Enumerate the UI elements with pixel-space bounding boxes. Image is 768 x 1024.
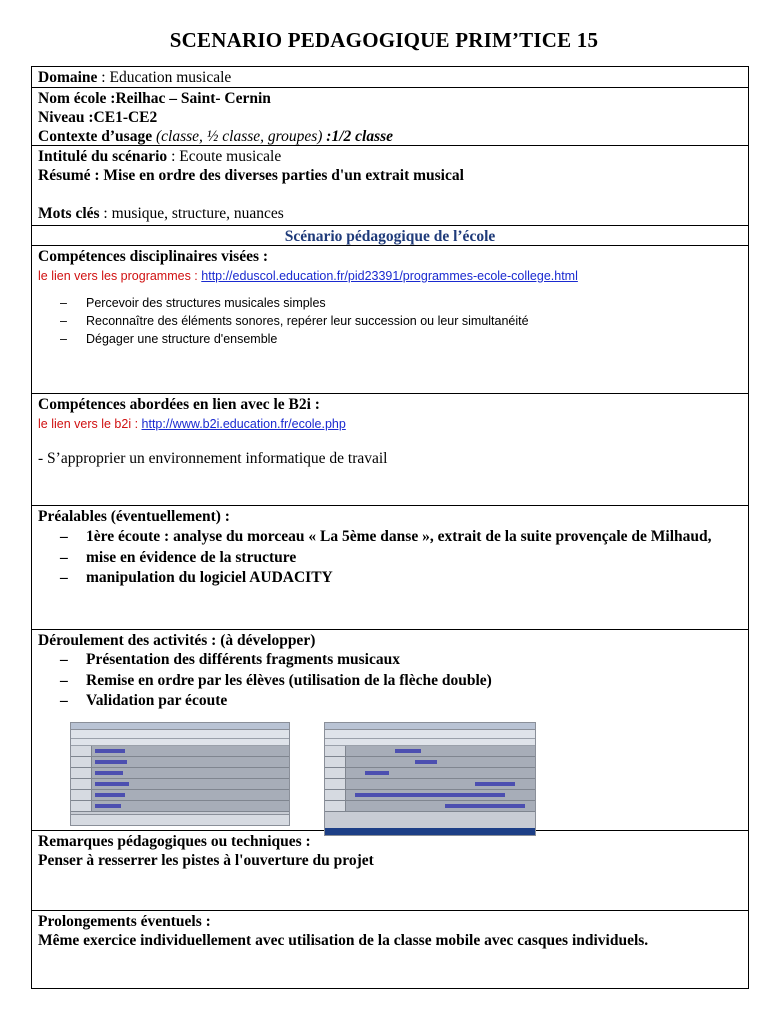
audacity-screenshot-1	[70, 722, 290, 826]
deroulement-row	[32, 630, 748, 831]
contexte-value: :1/2 classe	[322, 128, 394, 145]
remarques-heading: Remarques pédagogiques ou techniques :	[38, 833, 311, 850]
mots-value: : musique, structure, nuances	[99, 205, 284, 222]
scenario-table	[31, 66, 749, 989]
programmes-link[interactable]: http://eduscol.education.fr/pid23391/programmes-ecole-college.html	[201, 269, 578, 283]
list-item: – Dégager une structure d'ensemble	[60, 330, 748, 348]
list-item: – Percevoir des structures musicales simples	[60, 294, 748, 312]
intitule-label: Intitulé du scénario	[38, 148, 168, 165]
list-item: – 1ère écoute : analyse du morceau « La 5ème danse », extrait de la suite provençale de Milhaud,	[60, 527, 748, 548]
prealables-list	[38, 527, 748, 589]
domaine-value: : Education musicale	[97, 69, 232, 86]
prolongements-row	[32, 911, 748, 988]
mots-label: Mots clés	[38, 205, 100, 222]
competences-heading: Compétences disciplinaires visées :	[38, 248, 269, 265]
list-item: – Reconnaître des éléments sonores, repérer leur succession ou leur simultanéité	[60, 312, 748, 330]
competences-list	[38, 294, 748, 348]
intitule	[38, 147, 748, 166]
b2i-link-line	[38, 414, 748, 434]
ecole-row	[32, 88, 748, 146]
remarques-text: Penser à resserrer les pistes à l'ouverture du projet	[38, 852, 374, 869]
remarques-row	[32, 831, 748, 911]
competences-row	[32, 246, 748, 394]
intitule-value: : Ecoute musicale	[167, 148, 282, 165]
prolongements-text: Même exercice individuellement avec utilisation de la classe mobile avec casques individuels.	[38, 932, 649, 949]
contexte-usage	[38, 127, 748, 146]
resume: Résumé : Mise en ordre des diverses parties d'un extrait musical	[38, 167, 464, 184]
b2i-link-label: le lien vers le b2i :	[38, 417, 142, 431]
niveau: Niveau :CE1-CE2	[38, 109, 158, 126]
programmes-link-label: le lien vers les programmes :	[38, 269, 202, 283]
list-item: – mise en évidence de la structure	[60, 548, 748, 569]
mots-cles	[38, 204, 748, 223]
b2i-row	[32, 394, 748, 506]
ecole-heading: Scénario pédagogique de l’école	[32, 226, 748, 246]
prealables-row	[32, 506, 748, 630]
deroulement-heading: Déroulement des activités : (à développer)	[38, 632, 316, 649]
list-item: – Validation par écoute	[60, 691, 748, 712]
contexte-hint: (classe, ½ classe, groupes)	[152, 128, 323, 145]
b2i-link[interactable]: http://www.b2i.education.fr/ecole.php	[141, 417, 346, 431]
scenario-row	[32, 146, 748, 226]
prolongements-heading: Prolongements éventuels :	[38, 913, 211, 930]
list-item: – Présentation des différents fragments musicaux	[60, 650, 748, 671]
deroulement-list	[38, 650, 748, 712]
b2i-text: - S’approprier un environnement informatique de travail	[38, 450, 388, 467]
list-item: – Remise en ordre par les élèves (utilisation de la flèche double)	[60, 671, 748, 692]
list-item: – manipulation du logiciel AUDACITY	[60, 568, 748, 589]
document-title: SCENARIO PEDAGOGIQUE PRIM’TICE 15	[169, 28, 599, 52]
screenshots	[70, 722, 748, 836]
b2i-heading: Compétences abordées en lien avec le B2i :	[38, 396, 320, 413]
contexte-label: Contexte d’usage	[38, 128, 153, 145]
domaine-row	[32, 67, 748, 88]
domaine-label: Domaine	[38, 69, 98, 86]
prealables-heading: Préalables (éventuellement) :	[38, 508, 230, 525]
programmes-link-line	[38, 266, 748, 286]
audacity-screenshot-2	[324, 722, 536, 836]
ecole-name: Nom école :Reilhac – Saint- Cernin	[38, 90, 271, 107]
